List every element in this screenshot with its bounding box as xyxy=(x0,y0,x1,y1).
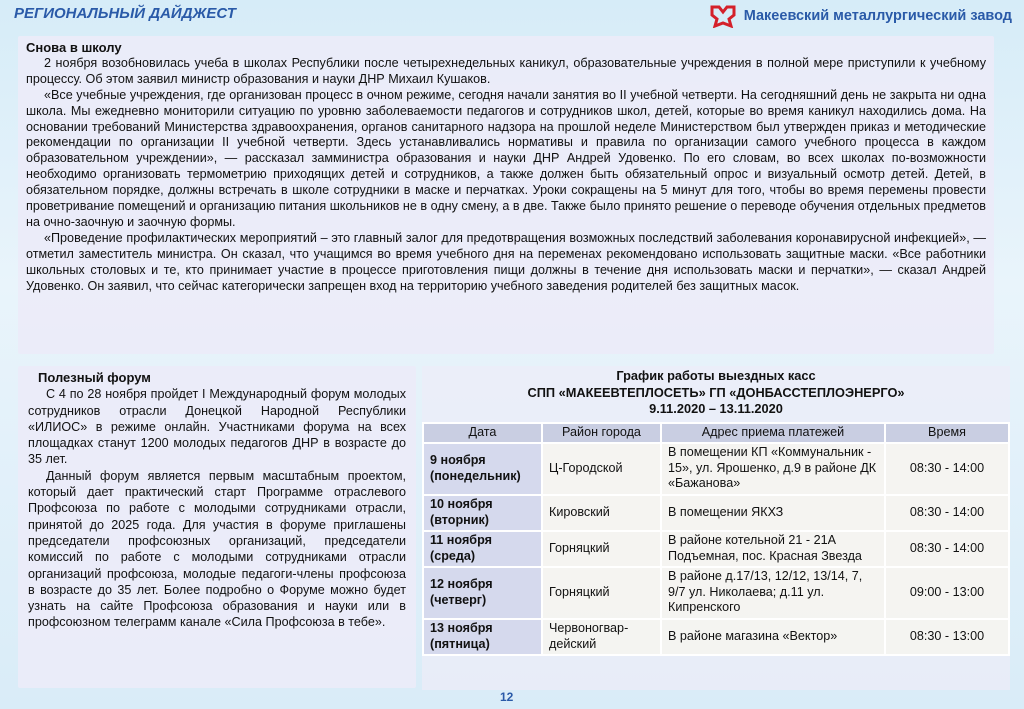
schedule-title-line: СПП «МАКЕЕВТЕПЛОСЕТЬ» ГП «ДОНБАССТЕПЛОЭНЕРГО» xyxy=(527,384,905,400)
schedule-panel xyxy=(422,366,1010,690)
company-name: Макеевский металлургический завод xyxy=(743,8,1012,24)
article-paragraph: 2 ноября возобновилась учеба в школах Республики после четырехнедельных каникул, образовательные учреждения в полной мере приступили к учебному процессу. Об этом заявил министр образования и науки ДНР Михаил Кушаков. xyxy=(26,55,986,86)
table-row xyxy=(423,619,1009,655)
date-cell xyxy=(423,567,542,619)
address-cell: В помещении ЯКХЗ xyxy=(661,495,885,531)
weekday: (вторник) xyxy=(430,512,490,527)
time-cell: 08:30 - 13:00 xyxy=(885,619,1009,655)
schedule-table xyxy=(422,422,1010,656)
date: 11 ноября xyxy=(430,532,492,547)
address-cell: В районе магазина «Вектор» xyxy=(661,619,885,655)
district-cell: Горняцкий xyxy=(542,531,661,567)
date: 9 ноября xyxy=(430,452,486,467)
article-paragraph: «Все учебные учреждения, где организован процесс в очном режиме, сегодня начали занятия во II учебной четверти. На сегодняшний день не закрыта ни одна школа. Мы ежедневно мониторили ситуацию по уровню заболеваемости педагогов и сотрудников школ, детей, которые во время каникул находились дома. На основании требований Министерства здравоохранения, органов санитарного надзора на прошлой неделе Министерством был утвержден приказ и методические рекомендации по организации II учебной четверти. Здесь устанавливались нормативы и правила по организации самого учебного процесса в каждом образовательном учреждении», — рассказал замминистра образования и науки ДНР Андрей Удовенко. По его словам, во всех школах по-возможности необходимо организовать термометрию приходящих детей и сотрудников, а также должен быть обязательный опрос и визуальный осмотр детей. Детей, в обязательном порядке, должны встречать в школе сотрудники в маске и перчатках. Уроки сокращены на 5 минут для того, чтобы во время перемены провести проветривание помещений и организацию питания школьников не в одну смену, а в две. Также было принято решение о переводе обучения отдельных предметов на очно-заочную и заочную формы. xyxy=(26,87,986,229)
table-row xyxy=(423,443,1009,495)
date-cell xyxy=(423,495,542,531)
address-cell: В помещении КП «Коммунальник - 15», ул. Ярошенко, д.9 в районе ДК «Бажанова» xyxy=(661,443,885,495)
date-cell xyxy=(423,619,542,655)
date-cell xyxy=(423,531,542,567)
schedule-title xyxy=(422,366,1010,418)
column-header: Время xyxy=(885,423,1009,443)
address-cell: В районе котельной 21 - 21А Подъемная, пос. Красная Звезда xyxy=(661,531,885,567)
company-logo-icon xyxy=(708,4,738,28)
address-cell: В районе д.17/13, 12/12, 13/14, 7, 9/7 ул. Николаева; д.11 ул. Кипренского xyxy=(661,567,885,619)
table-header-row xyxy=(423,423,1009,443)
column-header: Район города xyxy=(542,423,661,443)
date: 13 ноября xyxy=(430,620,493,635)
district-cell: Ц-Городской xyxy=(542,443,661,495)
forum-paragraph: Данный форум является первым масштабным проектом, который дает практический старт Программе отраслевого Профсоюза по работе с молодыми сотрудниками отрасли, принятой до 2025 года. Для участия в форуме приглашены председатели профсоюзных организаций, председатели комиссий по работе с молодыми сотрудниками отрасли организаций профсоюза, молодые педагоги-члены профсоюза в возрасте до 35 лет. Более подробно о Форуме можно будет узнать на сайте Профсоюза образования и науки или в профсоюзном телеграмм канале «Сила Профсоюза в тебе». xyxy=(28,468,406,630)
article-title: Снова в школу xyxy=(26,40,122,55)
schedule-dates: 9.11.2020 – 13.11.2020 xyxy=(649,401,783,416)
weekday: (среда) xyxy=(430,548,476,563)
date: 12 ноября xyxy=(430,576,493,591)
table-row xyxy=(423,567,1009,619)
district-cell: Горняцкий xyxy=(542,567,661,619)
weekday: (понедельник) xyxy=(430,468,521,483)
date-cell xyxy=(423,443,542,495)
district-cell: Червоногвар-дейский xyxy=(542,619,661,655)
time-cell: 08:30 - 14:00 xyxy=(885,443,1009,495)
section-title: РЕГИОНАЛЬНЫЙ ДАЙДЖЕСТ xyxy=(14,5,236,22)
column-header: Дата xyxy=(423,423,542,443)
forum-title: Полезный форум xyxy=(38,370,151,385)
table-row xyxy=(423,495,1009,531)
time-cell: 08:30 - 14:00 xyxy=(885,495,1009,531)
time-cell: 09:00 - 13:00 xyxy=(885,567,1009,619)
table-row xyxy=(423,531,1009,567)
weekday: (пятница) xyxy=(430,636,490,651)
date: 10 ноября xyxy=(430,496,493,511)
forum-paragraph: С 4 по 28 ноября пройдет I Международный форум молодых сотрудников отрасли Донецкой Народной Республики «ИЛИОС» в режиме онлайн. Участниками форума на всех площадках станут 1200 молодых педагогов ДНР в возрасте до 35 лет. xyxy=(28,387,406,467)
article-forum xyxy=(18,366,416,688)
weekday: (четверг) xyxy=(430,592,487,607)
article-paragraph: «Проведение профилактических мероприятий – это главный залог для предотвращения возможных последствий заболевания коронавирусной инфекцией», — отметил заместитель министра. Он сказал, что учащимся во время учебного дня на переменах рекомендовано использовать защитные маски. «Все работники школьных столовых и те, кто принимает участие в процессе приготовления пищи должны в течение дня использовать маски и перчатки», — сказал Андрей Удовенко. Он заявил, что сейчас категорически запрещен вход на территорию учебного заведения родителей без защитных масок. xyxy=(26,230,986,293)
page-number: 12 xyxy=(500,690,514,704)
time-cell: 08:30 - 14:00 xyxy=(885,531,1009,567)
district-cell: Кировский xyxy=(542,495,661,531)
column-header: Адрес приема платежей xyxy=(661,423,885,443)
company-brand xyxy=(708,4,1012,28)
article-back-to-school xyxy=(18,36,994,354)
schedule-title-line: График работы выездных касс xyxy=(616,368,816,383)
